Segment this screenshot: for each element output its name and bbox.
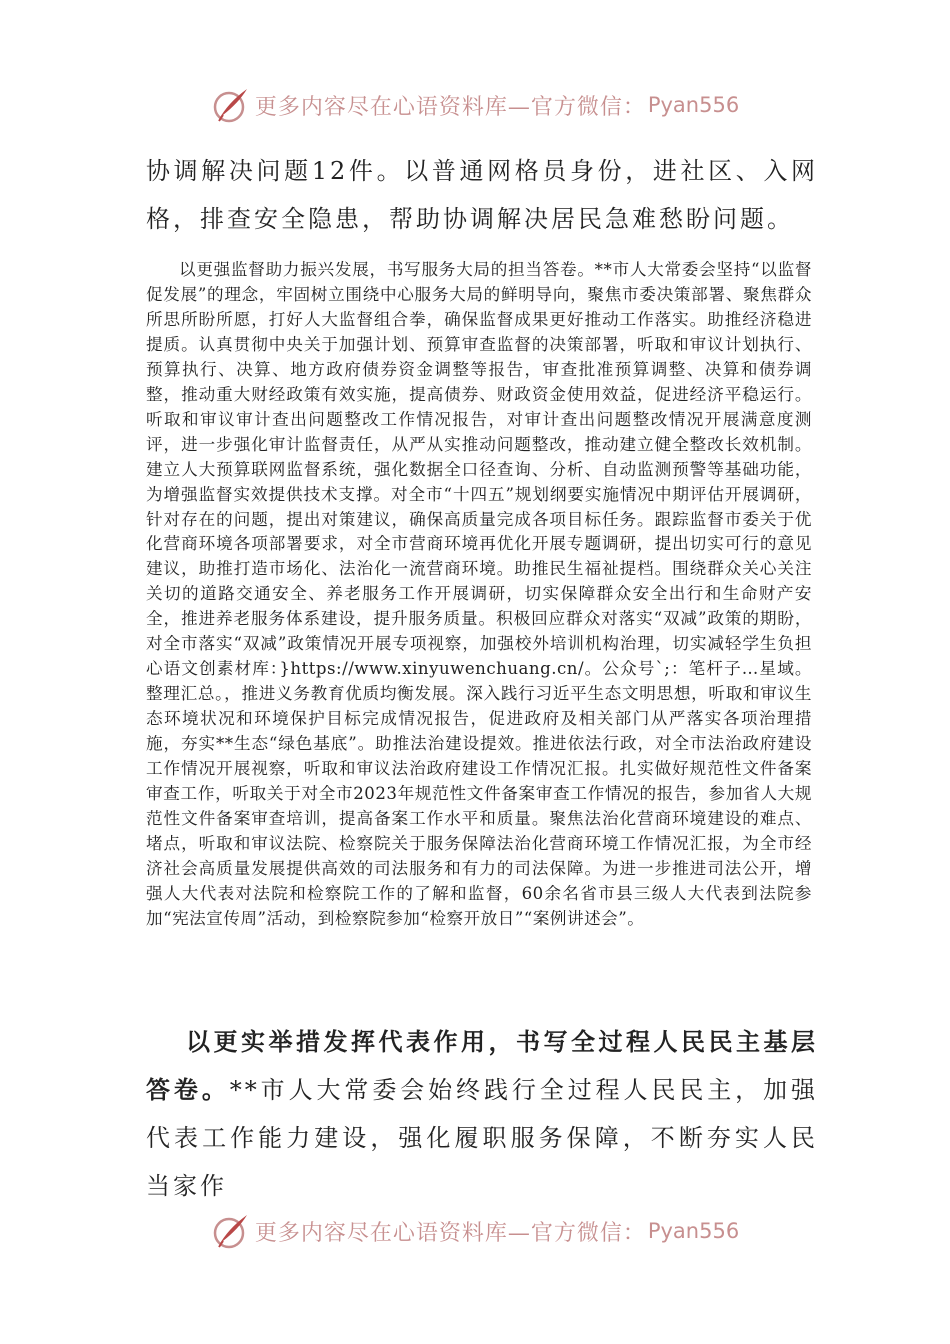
paragraph-2: 以更强监督助力振兴发展，书写服务大局的担当答卷。**市人大常委会坚持“以监督促发展”的理念，牢固树立围绕中心服务大局的鲜明导向，聚焦市委决策部署、聚焦群众所思所盼所愿，打好人大监督组合拳，确保监督成果更好推动工作落实。助推经济稳进提质。认真贯彻中央关于加强计划、预算审查监督的决策部署，听取和审议计划执行、预算执行、决算、地方政府债券资金调整等报告，审查批准预算调整、决算和债券调整，推动重大财经政策有效实施，提高债券、财政资金使用效益，促进经济平稳运行。听取和审议审计查出问题整改工作情况报告，对审计查出问题整改情况开展满意度测评，进一步强化审计监督责任，从严从实推动问题整改，推动建立健全整改长效机制。建立人大预算联网监督系统，强化数据全口径查询、分析、自动监测预警等基础功能，为增强监督实效提供技术支撑。对全市“十四五”规划纲要实施情况中期评估开展调研，针对存在的问题，提出对策建议，确保高质量完成各项目标任务。跟踪监督市委关于优化营商环境各项部署要求，对全市营商环境再优化开展专题调研，提出切实可行的意见建议，助推打造市场化、法治化一流营商环境。助推民生福祉提档。围绕群众关心关注关切的道路交通安全、养老服务工作开展调研，切实保障群众安全出行和生命财产安全，推进养老服务体系建设，提升服务质量。积极回应群众对落实“双减”政策的期盼，对全市落实“双减”政策情况开展专项视察，加强校外培训机构治理，切实减轻学生负担心语文创素材库：}https://www.xinyuwenchuang.cn/。公众号`;：笔杆子…星域。整理汇总。，推进义务教育优质均衡发展。深入践行习近平生态文明思想，听取和审议生态环境状况和环境保护目标完成情况报告，促进政府及相关部门从严落实各项治理措施，夯实**生态“绿色基底”。助推法治建设提效。推进依法行政，对全市法治政府建设工作情况开展视察，听取和审议法治政府建设工作情况汇报。扎实做好规范性文件备案审查工作，听取关于对全市2023年规范性文件备案审查工作情况的报告，参加省人大规范性文件备案审查培训，提高备案工作水平和质量。聚焦法治化营商环境建设的难点、堵点，听取和审议法院、检察院关于服务保障法治化营商环境工作情况汇报，为全市经济社会高质量发展提供高效的司法服务和有力的司法保障。为进一步推进司法公开，增强人大代表对法院和检察院工作的了解和监督，60余名省市县三级人大代表到法院参加“宪法宣传周”活动，到检察院参加“检察开放日”“案例讲述会”。 bbox=[146, 260, 812, 928]
footer-banner bbox=[0, 1206, 950, 1256]
quill-logo-icon bbox=[211, 1211, 251, 1251]
paragraph-1: 协调解决问题12件。以普通网格员身份，进社区、入网格，排查安全隐患，帮助协调解决居民急难愁盼问题。 bbox=[146, 157, 818, 233]
footer-banner-text: 更多内容尽在心语资料库—官方微信： bbox=[254, 1220, 646, 1246]
header-banner-id: Pyan556 bbox=[647, 93, 740, 117]
paragraph-3-body: **市人大常委会始终践行全过程人民民主，加强代表工作能力建设，强化履职服务保障，不断夯实人民当家作 bbox=[146, 1076, 819, 1200]
paragraph-3 bbox=[146, 1018, 818, 1210]
footer-banner-id: Pyan556 bbox=[647, 1219, 740, 1243]
header-banner-text: 更多内容尽在心语资料库—官方微信： bbox=[254, 94, 646, 120]
header-banner bbox=[0, 80, 950, 130]
quill-logo-icon bbox=[211, 85, 251, 125]
paragraph-3-heading: 以更实举措发挥代表作用，书写全过程人民民主基层答卷。 bbox=[146, 1027, 818, 1104]
